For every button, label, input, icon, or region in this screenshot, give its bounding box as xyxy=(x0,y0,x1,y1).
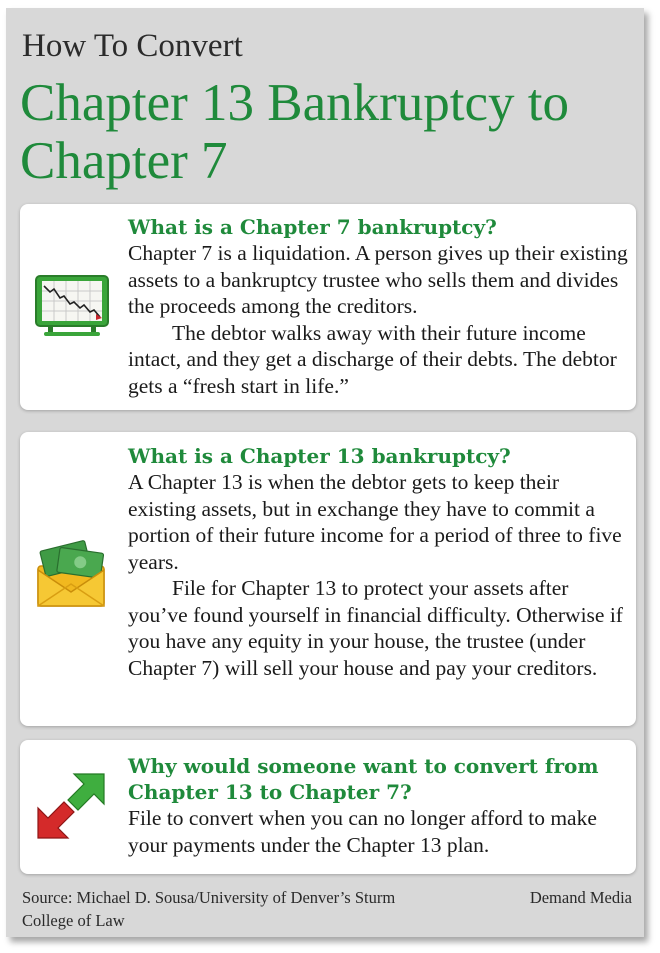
source-credit: Source: Michael D. Sousa/University of Denver’s Sturm College of Law xyxy=(22,888,396,930)
card-convert xyxy=(20,740,636,874)
card-text xyxy=(128,214,630,399)
page-title: Chapter 13 Bankruptcy to Chapter 7 xyxy=(20,74,570,190)
card-paragraph: A Chapter 13 is when the debtor gets to keep their existing assets, but in exchange they have to commit a portion of their future income for a period of three to five years. xyxy=(128,470,622,574)
card-paragraph: Chapter 7 is a liquidation. A person gives up their existing assets to a bankruptcy trustee who sells them and divides the proceeds among the creditors. xyxy=(128,241,628,318)
convert-arrows-icon xyxy=(34,770,108,847)
card-paragraph: The debtor walks away with their future income intact, and they get a discharge of their debts. The debtor gets a “fresh start in life.” xyxy=(128,320,617,398)
card-paragraph: File to convert when you can no longer afford to make your payments under the Chapter 13 plan. xyxy=(128,806,597,857)
card-chapter-7 xyxy=(20,204,636,410)
card-heading: What is a Chapter 13 bankruptcy? xyxy=(128,444,511,468)
chart-monitor-icon xyxy=(34,274,110,343)
card-text xyxy=(128,443,630,681)
money-envelope-icon xyxy=(34,540,108,615)
card-chapter-13 xyxy=(20,432,636,726)
infographic-page xyxy=(6,8,644,937)
card-text xyxy=(128,753,630,858)
card-heading: What is a Chapter 7 bankruptcy? xyxy=(128,215,497,239)
kicker-title: How To Convert xyxy=(22,28,243,64)
card-paragraph: File for Chapter 13 to protect your assets after you’ve found yourself in financial difficulty. Otherwise if you have any equity in your house, the trustee (under Chapter 7) will sell your house and pay your creditors. xyxy=(128,576,623,680)
card-heading: Why would someone want to convert from Chapter 13 to Chapter 7? xyxy=(128,754,599,804)
publisher-credit: Demand Media xyxy=(529,888,632,907)
